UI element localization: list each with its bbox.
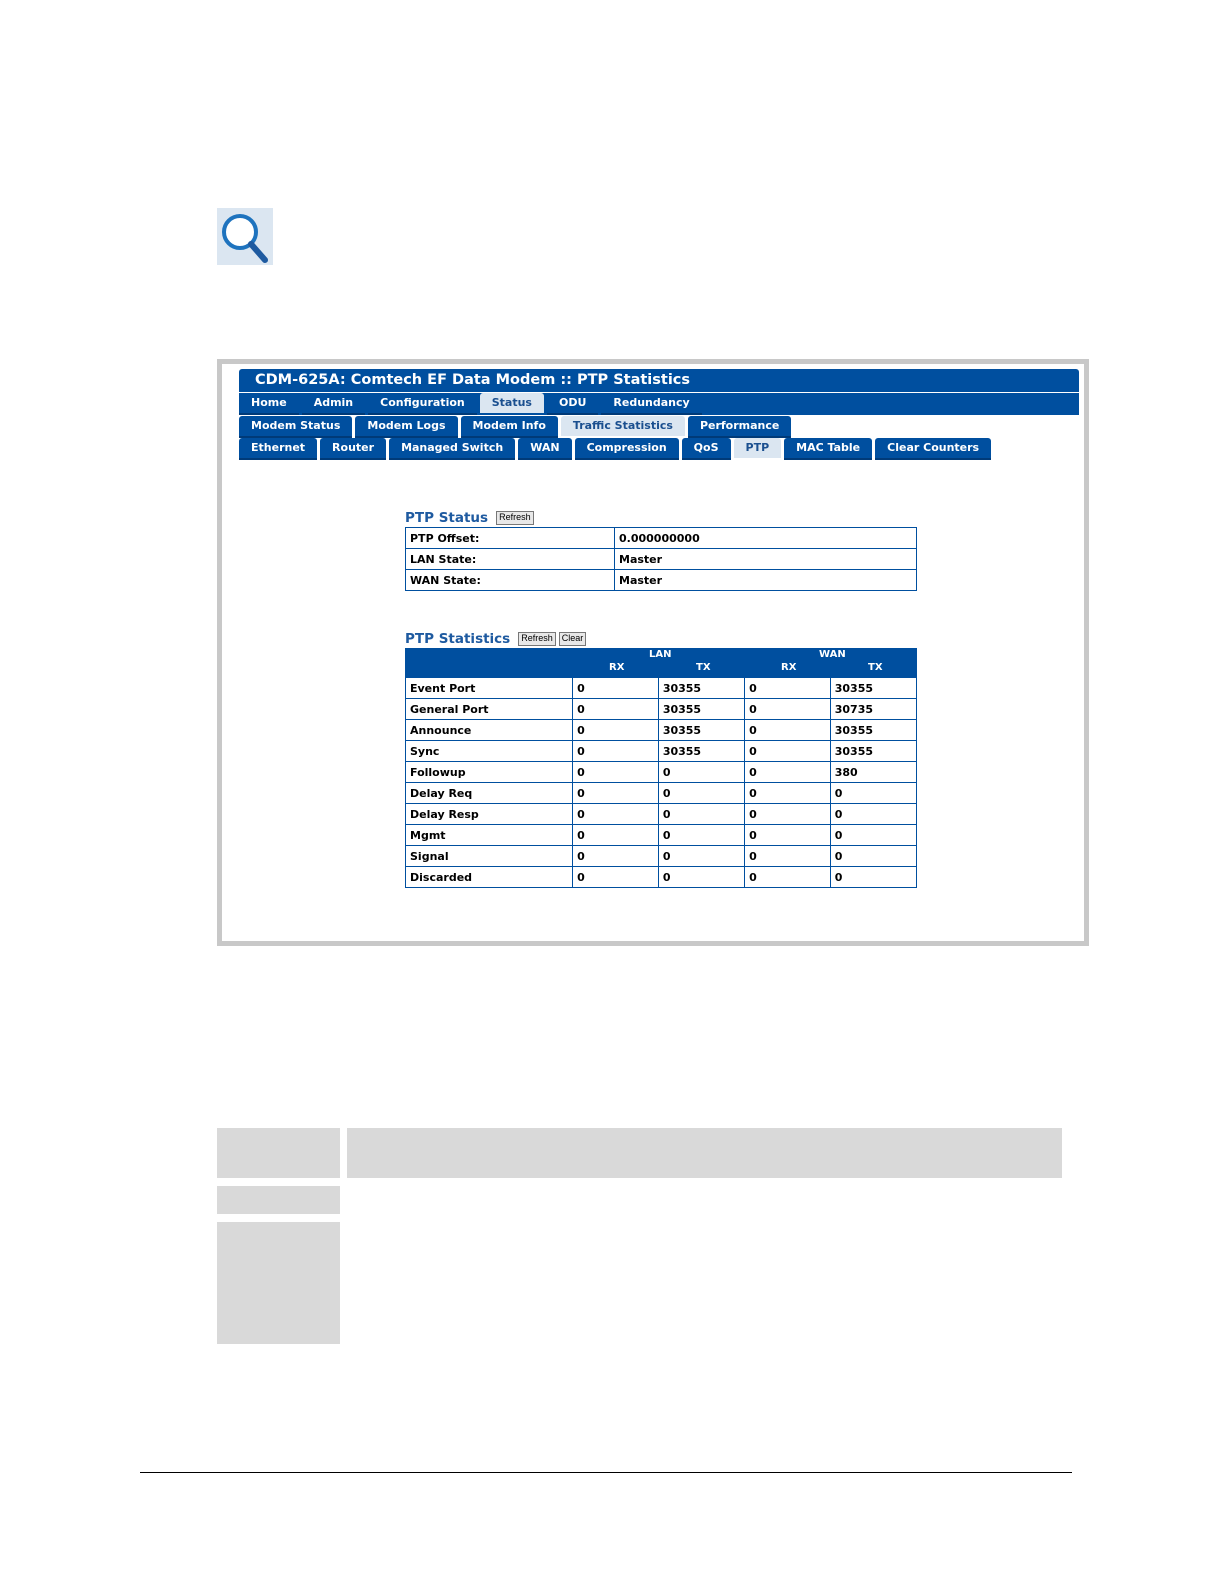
- ptp-statistics-table: [405, 677, 917, 888]
- stats-cell: 0: [830, 846, 916, 867]
- subsubtab-clear-counters[interactable]: Clear Counters: [875, 438, 991, 460]
- stats-cell: 0: [573, 678, 659, 699]
- stats-cell: 0: [745, 825, 831, 846]
- stats-cell: 0: [830, 783, 916, 804]
- stats-row-label: Followup: [406, 762, 573, 783]
- stats-cell: 0: [573, 762, 659, 783]
- status-value: 0.000000000: [615, 528, 917, 549]
- subtab-performance[interactable]: Performance: [688, 416, 791, 438]
- ptp-status-title: PTP Status: [405, 510, 489, 526]
- stats-cell: 0: [573, 720, 659, 741]
- stats-row: [406, 741, 917, 762]
- stats-cell: 0: [573, 783, 659, 804]
- wan-group-header: WAN: [819, 649, 846, 660]
- subsubtab-router[interactable]: Router: [320, 438, 386, 460]
- stats-row: [406, 846, 917, 867]
- stats-cell: 0: [573, 804, 659, 825]
- tab-home[interactable]: Home: [239, 393, 299, 415]
- tab-odu[interactable]: ODU: [547, 393, 598, 415]
- stats-cell: 0: [573, 825, 659, 846]
- subsubtab-wan[interactable]: WAN: [518, 438, 571, 460]
- wan-tx-header: TX: [868, 662, 883, 673]
- status-label: LAN State:: [406, 549, 615, 570]
- ptp-statistics-clear-button[interactable]: Clear: [559, 632, 587, 646]
- stats-cell: 0: [745, 741, 831, 762]
- stats-cell: 0: [658, 846, 744, 867]
- subsubtab-managed-switch[interactable]: Managed Switch: [389, 438, 515, 460]
- stats-cell: 0: [830, 804, 916, 825]
- subtab-traffic-statistics[interactable]: Traffic Statistics: [561, 416, 685, 436]
- magnifier-icon: [217, 208, 273, 265]
- status-value: Master: [615, 549, 917, 570]
- stats-cell: 0: [745, 699, 831, 720]
- stats-row-label: Signal: [406, 846, 573, 867]
- stats-cell: 30355: [658, 720, 744, 741]
- main-nav: [239, 393, 1079, 415]
- stats-row: [406, 867, 917, 888]
- status-value: Master: [615, 570, 917, 591]
- tab-redundancy[interactable]: Redundancy: [601, 393, 701, 415]
- stats-row: [406, 678, 917, 699]
- lan-group-header: LAN: [649, 649, 672, 660]
- stats-cell: 0: [658, 867, 744, 888]
- stats-cell: 30355: [658, 741, 744, 762]
- status-row: [406, 570, 917, 591]
- stats-cell: 30355: [830, 720, 916, 741]
- stats-cell: 0: [658, 762, 744, 783]
- tab-admin[interactable]: Admin: [302, 393, 365, 415]
- stats-cell: 0: [745, 846, 831, 867]
- footer-rule: [140, 1472, 1072, 1473]
- lan-rx-header: RX: [609, 662, 625, 673]
- stats-row: [406, 699, 917, 720]
- stats-cell: 0: [573, 741, 659, 762]
- stats-row: [406, 762, 917, 783]
- stats-cell: 0: [745, 804, 831, 825]
- subsubtab-ptp[interactable]: PTP: [734, 438, 782, 458]
- stats-row: [406, 825, 917, 846]
- stats-cell: 0: [658, 825, 744, 846]
- table-left-cell-1: [217, 1186, 340, 1214]
- stats-row: [406, 720, 917, 741]
- stats-cell: 0: [745, 720, 831, 741]
- subtab-modem-logs[interactable]: Modem Logs: [355, 416, 457, 438]
- subsubtab-compression[interactable]: Compression: [575, 438, 679, 460]
- stats-cell: 0: [745, 678, 831, 699]
- stats-cell: 30355: [830, 741, 916, 762]
- stats-header: [405, 648, 917, 677]
- status-label: WAN State:: [406, 570, 615, 591]
- wan-rx-header: RX: [781, 662, 797, 673]
- ptp-statistics-title: PTP Statistics: [405, 631, 511, 647]
- stats-cell: 30355: [658, 678, 744, 699]
- screenshot-frame: [217, 359, 1089, 946]
- stats-row-label: Sync: [406, 741, 573, 762]
- status-row: [406, 528, 917, 549]
- ptp-statistics-refresh-button[interactable]: Refresh: [518, 632, 556, 646]
- stats-row: [406, 783, 917, 804]
- stats-cell: 0: [658, 783, 744, 804]
- subsubtab-ethernet[interactable]: Ethernet: [239, 438, 317, 460]
- window-title: CDM-625A: Comtech EF Data Modem :: PTP Statistics: [239, 369, 1079, 392]
- table-header-left-cell: [217, 1128, 340, 1178]
- stats-cell: 0: [745, 762, 831, 783]
- stats-cell: 0: [830, 867, 916, 888]
- stats-cell: 30735: [830, 699, 916, 720]
- stats-row-label: Event Port: [406, 678, 573, 699]
- subtab-modem-info[interactable]: Modem Info: [461, 416, 558, 438]
- status-label: PTP Offset:: [406, 528, 615, 549]
- ptp-status-table: [405, 527, 917, 591]
- subsubtab-qos[interactable]: QoS: [682, 438, 731, 460]
- ptp-status-section: [405, 509, 917, 591]
- tab-configuration[interactable]: Configuration: [368, 393, 477, 415]
- stats-cell: 0: [658, 804, 744, 825]
- stats-cell: 30355: [830, 678, 916, 699]
- tab-status[interactable]: Status: [480, 393, 544, 413]
- stats-cell: 0: [573, 867, 659, 888]
- stats-row-label: Discarded: [406, 867, 573, 888]
- stats-row-label: Delay Resp: [406, 804, 573, 825]
- stats-row-label: General Port: [406, 699, 573, 720]
- stats-cell: 0: [573, 699, 659, 720]
- status-row: [406, 549, 917, 570]
- stats-row-label: Announce: [406, 720, 573, 741]
- stats-cell: 0: [573, 846, 659, 867]
- stats-cell: 0: [745, 867, 831, 888]
- ptp-statistics-section: [405, 630, 917, 888]
- stats-row: [406, 804, 917, 825]
- ptp-status-refresh-button[interactable]: Refresh: [496, 511, 534, 525]
- stats-row-label: Delay Req: [406, 783, 573, 804]
- stats-cell: 0: [830, 825, 916, 846]
- stats-cell: 30355: [658, 699, 744, 720]
- sub-nav: [239, 416, 794, 438]
- stats-cell: 0: [745, 783, 831, 804]
- lan-tx-header: TX: [696, 662, 711, 673]
- stats-row-label: Mgmt: [406, 825, 573, 846]
- table-left-cell-2: [217, 1222, 340, 1344]
- subtab-modem-status[interactable]: Modem Status: [239, 416, 352, 438]
- stats-cell: 380: [830, 762, 916, 783]
- table-header-right-cell: [347, 1128, 1062, 1178]
- subsubtab-mac-table[interactable]: MAC Table: [784, 438, 872, 460]
- third-nav: [239, 438, 994, 460]
